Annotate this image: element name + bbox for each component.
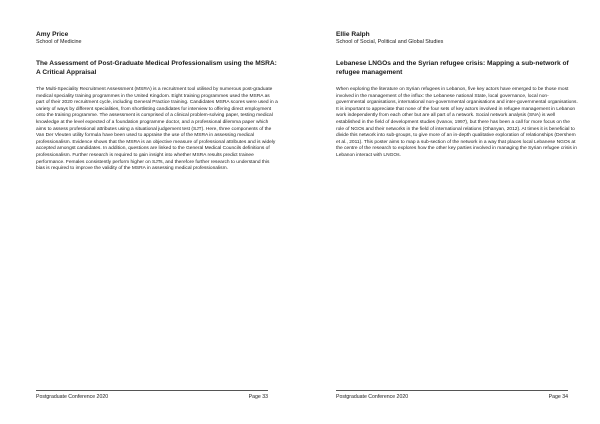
abstract-body: The Multi-Speciality Recruitment Assessment (MSRA) is a recruitment tool utilised by numerous post-graduate medical speciality training programmes in the United Kingdom. Eight training programmes used the MSRA as part of their 2020 recruitment cycle, including General Practice training. Candidates MSRA scores were used in a variety of ways by different specialities, from shortlisting candidates for interview to offering direct employment onto the training programme. The assessment is comprised of a clinical problem-solving paper, testing medical knowledge at the level expected of a foundation programme doctor, and a professional dilemma paper which aims to assess professional attributes using a situational judgement test (SJT). Here, three components of the Van Der Vleuten utility formula have been used to appraise the use of the MSRA in assessing medical professionalism. Evidence shows that the MSRA is an objective measure of professional attributes and is widely accepted amongst candidates. In addition, questions are linked to the General Medical Councils definitions of professionalism. Further research is required to gain insight into whether MSRA results predict trainee performance. Females consistently perform higher on SJTs, and therefore further research to understand this bias is required to improve the validity of the MSRA in assessing medical professionalism. (36, 87, 278, 172)
abstract-body: When exploring the literature on Syrian refugees in Lebanon, five key actors have emerged to be those most involved in the management of the influx: the Lebanese national State, local governance, local non-governmental organisations, international non-governmental organisations and inter-governmental organisations. It is important to appreciate that none of the four sets of key actors involved in refugee management in Lebanon work independently from each other but are all part of a network. Social network analysis (SNA) is well established in the field of development studies (Ivanov, 1997), but there has been a call for more focus on the role of NGOs and their networks in the field of international relations (Ohanyan, 2012). At times it is beneficial to divide this network into sub-groups, to give more of an in-depth qualitative exploration of relationships (Dershem et al., 2011). This poster aims to map a sub-section of the network in a way that places local Lebanese NGOs at the centre of the research to explores how the other key parties involved in managing the Syrian refugee crisis in Lebanon interact with LNGOs. (336, 87, 578, 158)
author-affiliation: School of Medicine (36, 39, 82, 45)
footer-page-number: Page 34 (548, 394, 568, 400)
abstract-title: The Assessment of Post-Graduate Medical Professionalism using the MSRA: A Critical Appraisal (36, 60, 277, 76)
author-affiliation: School of Social, Political and Global Studies (336, 39, 444, 45)
footer-page-number: Page 33 (248, 394, 268, 400)
footer-conference: Postgraduate Conference 2020 (36, 394, 109, 400)
author-name: Amy Price (36, 31, 69, 38)
author-name: Ellie Ralph (336, 31, 370, 38)
page-footer (336, 390, 568, 400)
page-right (300, 0, 600, 424)
abstract-title: Lebanese LNGOs and the Syrian refugee crisis: Mapping a sub-network of refugee management (336, 60, 569, 76)
page-footer (36, 390, 268, 400)
footer-conference: Postgraduate Conference 2020 (336, 394, 409, 400)
